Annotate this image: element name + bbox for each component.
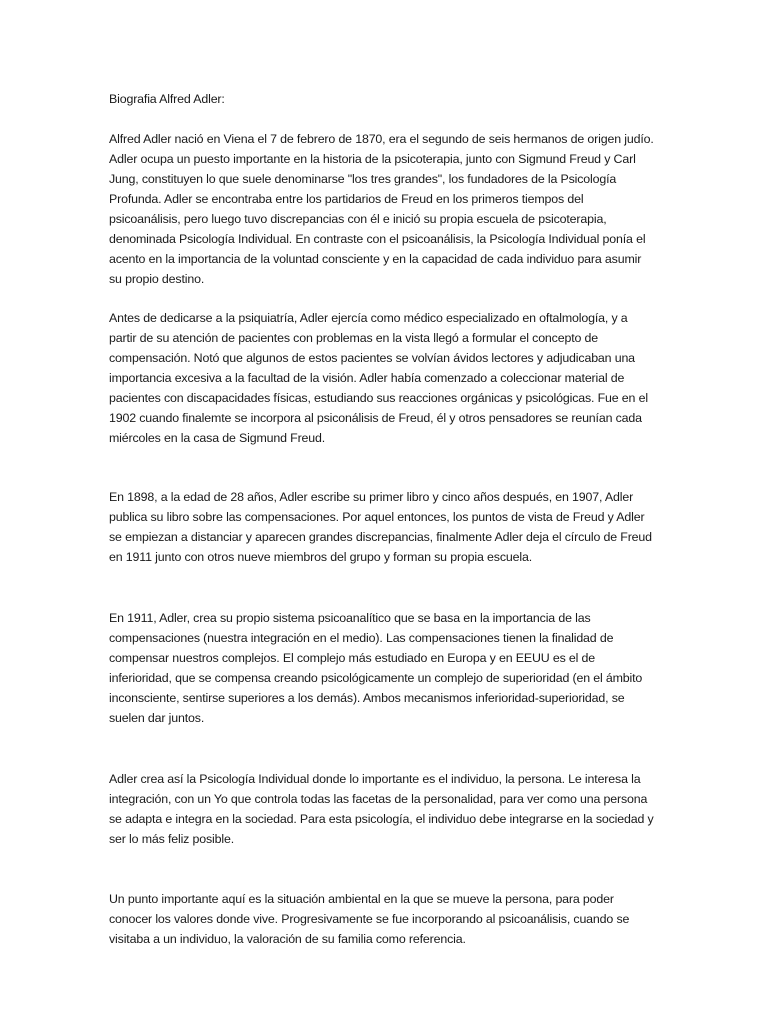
paragraph-individual-psychology: Adler crea así la Psicología Individual donde lo importante es el individuo, la persona. Le interesa la integración, con un Yo que controla todas las facetas de la personalidad, para ver como una persona se adapta e integra en la sociedad. Para esta psicología, el individuo debe integrarse en la sociedad y ser lo más feliz posible.	[109, 772, 654, 846]
document-body	[109, 89, 657, 949]
paragraph-environment: Un punto importante aquí es la situación ambiental en la que se mueve la persona, para poder conocer los valores donde vive. Progresivamente se fue incorporando al psicoanálisis, cuando se visitaba a un individuo, la valoración de su familia como referencia.	[109, 892, 630, 946]
paragraph-first-book: En 1898, a la edad de 28 años, Adler escribe su primer libro y cinco años después, en 1907, Adler publica su libro sobre las compensaciones. Por aquel entonces, los puntos de vista de Freud y Adler se empiezan a distanciar y aparecen grandes discrepancias, finalmente Adler deja el círculo de Freud en 1911 junto con otros nueve miembros del grupo y forman su propia escuela.	[109, 490, 652, 564]
document-title: Biografia Alfred Adler:	[109, 92, 225, 106]
paragraph-birth: Alfred Adler nació en Viena el 7 de febrero de 1870, era el segundo de seis hermanos de origen judío. Adler ocupa un puesto importante en la historia de la psicoterapia, junto con Sigmund Freud y Carl Jung, constituyen lo que suele denominarse "los tres grandes", los fundadores de la Psicología Profunda. Adler se encontraba entre los partidarios de Freud en los primeros tiempos del psicoanálisis, pero luego tuvo discrepancias con él e inició su propia escuela de psicoterapia, denominada Psicología Individual. En contraste con el psicoanálisis, la Psicología Individual ponía el acento en la importancia de la voluntad consciente y en la capacidad de cada individuo para asumir su propio destino.	[109, 132, 654, 286]
paragraph-ophthalmology: Antes de dedicarse a la psiquiatría, Adler ejercía como médico especializado en oftalmología, y a partir de su atención de pacientes con problemas en la vista llegó a formular el concepto de compensación. Notó que algunos de estos pacientes se volvían ávidos lectores y adjudicaban una importancia excesiva a la facultad de la visión. Adler había comenzado a coleccionar material de pacientes con discapacidades físicas, estudiando sus reacciones orgánicas y psicológicas. Fue en el 1902 cuando finalemte se incorpora al psiconálisis de Freud, él y otros pensadores se reunían cada miércoles en la casa de Sigmund Freud.	[109, 311, 648, 445]
paragraph-own-system: En 1911, Adler, crea su propio sistema psicoanalítico que se basa en la importancia de las compensaciones (nuestra integración en el medio). Las compensaciones tienen la finalidad de compensar nuestros complejos. El complejo más estudiado en Europa y en EEUU es el de inferioridad, que se compensa creando psicológicamente un complejo de superioridad (en el ámbito inconsciente, sentirse superiores a los demás). Ambos mecanismos inferioridad-superioridad, se suelen dar juntos.	[109, 611, 643, 725]
